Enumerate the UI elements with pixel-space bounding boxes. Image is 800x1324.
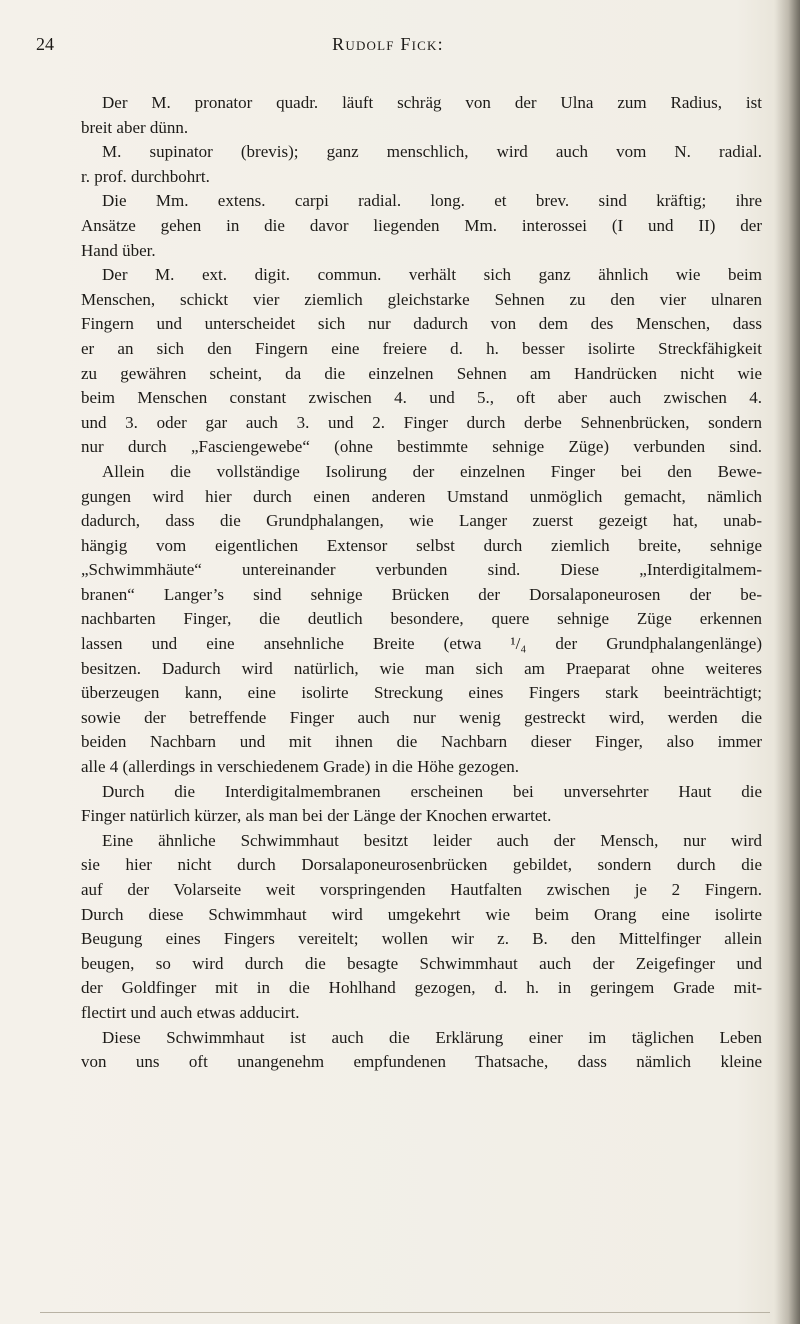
text-line: beim Menschen constant zwischen 4. und 5., oft aber auch zwischen 4. <box>81 388 762 408</box>
text-line: Eine ähnliche Schwimmhaut besitzt leider auch der Mensch, nur wird <box>102 830 762 850</box>
text-line: Beugung eines Fingers vereitelt; wollen wir z. B. den Mittelfinger allein <box>81 929 762 949</box>
text-line: besitzen. Dadurch wird natürlich, wie man sich am Praeparat ohne weiteres <box>81 658 762 678</box>
text-line: sowie der betreffende Finger auch nur wenig gestreckt wird, werden die <box>81 707 762 727</box>
text-line: nachbarten Finger, die deutlich besondere, quere sehnige Züge erkennen <box>81 609 762 629</box>
text-line: alle 4 (allerdings in verschiedenem Grade) in die Höhe gezogen. <box>81 757 520 777</box>
text-line: M. supinator (brevis); ganz menschlich, wird auch vom N. radial. <box>102 142 762 162</box>
text-line: Allein die vollständige Isolirung der einzelnen Finger bei den Bewe- <box>102 461 762 481</box>
text-line: Finger natürlich kürzer, als man bei der Länge der Knochen erwartet. <box>81 806 552 826</box>
text-line: beugen, so wird durch die besagte Schwimmhaut auch der Zeigefinger und <box>81 953 762 973</box>
text-line: Hand über. <box>81 240 156 260</box>
text-line: von uns oft unangenehm empfundenen Thatsache, dass nämlich kleine <box>81 1052 762 1072</box>
text-line: zu gewähren scheint, da die einzelnen Sehnen am Handrücken nicht wie <box>81 363 762 383</box>
text-line: er an sich den Fingern eine freiere d. h. besser isolirte Streckfähigkeit <box>81 338 762 358</box>
text-line: der Goldfinger mit in die Hohlhand gezogen, d. h. in geringem Grade mit- <box>81 978 762 998</box>
text-line: sie hier nicht durch Dorsalaponeurosenbrücken gebildet, sondern durch die <box>81 855 762 875</box>
page-header <box>36 28 740 58</box>
text-line: lassen und eine ansehnliche Breite (etwa ¹/₄ der Grundphalangenlänge) <box>81 634 762 654</box>
text-line: branen“ Langer’s sind sehnige Brücken der Dorsalaponeurosen der be- <box>81 584 762 604</box>
text-line: Durch die Interdigitalmembranen erscheinen bei unversehrter Haut die <box>102 781 762 801</box>
body-text <box>81 91 762 1075</box>
text-line: hängig vom eigentlichen Extensor selbst durch ziemlich breite, sehnige <box>81 535 762 555</box>
text-line: auf der Volarseite weit vorspringenden Hautfalten zwischen je 2 Fingern. <box>81 880 762 899</box>
text-line: flectirt und auch etwas adducirt. <box>81 1002 300 1022</box>
text-line: Die Mm. extens. carpi radial. long. et brev. sind kräftig; ihre <box>102 191 762 211</box>
text-line: breit aber dünn. <box>81 117 189 137</box>
text-line: nur durch „Fasciengewebe“ (ohne bestimmte sehnige Züge) verbunden sind. <box>81 437 762 457</box>
text-line: Der M. ext. digit. commun. verhält sich ganz ähnlich wie beim <box>102 265 762 285</box>
text-line: Menschen, schickt vier ziemlich gleichstarke Sehnen zu den vier ulnaren <box>81 289 762 309</box>
text-line: Durch diese Schwimmhaut wird umgekehrt wie beim Orang eine isolirte <box>81 904 762 924</box>
text-line: Ansätze gehen in die davor liegenden Mm. interossei (I und II) der <box>81 215 762 235</box>
text-line: Diese Schwimmhaut ist auch die Erklärung einer im täglichen Leben <box>102 1027 762 1047</box>
bottom-rule <box>40 1312 770 1313</box>
text-line: überzeugen kann, eine isolirte Streckung eines Fingers stark beeinträchtigt; <box>81 683 762 703</box>
text-line: Der M. pronator quadr. läuft schräg von der Ulna zum Radius, ist <box>102 93 762 112</box>
running-head: Rudolf Fick: <box>332 34 444 54</box>
text-line: dadurch, dass die Grundphalangen, wie Langer zuerst gezeigt hat, unab- <box>81 511 762 531</box>
page-number: 24 <box>36 34 54 54</box>
text-line: gungen wird hier durch einen anderen Umstand unmöglich gemacht, nämlich <box>81 486 762 506</box>
text-line: beiden Nachbarn und mit ihnen die Nachbarn dieser Finger, also immer <box>81 732 762 752</box>
text-line: „Schwimmhäute“ untereinander verbunden sind. Diese „Interdigitalmem- <box>81 560 762 580</box>
text-line: r. prof. durchbohrt. <box>81 166 210 186</box>
page-edge-shadow <box>774 0 800 1324</box>
text-line: Fingern und unterscheidet sich nur dadurch von dem des Menschen, dass <box>81 314 762 334</box>
text-line: und 3. oder gar auch 3. und 2. Finger durch derbe Sehnenbrücken, sondern <box>81 412 762 432</box>
